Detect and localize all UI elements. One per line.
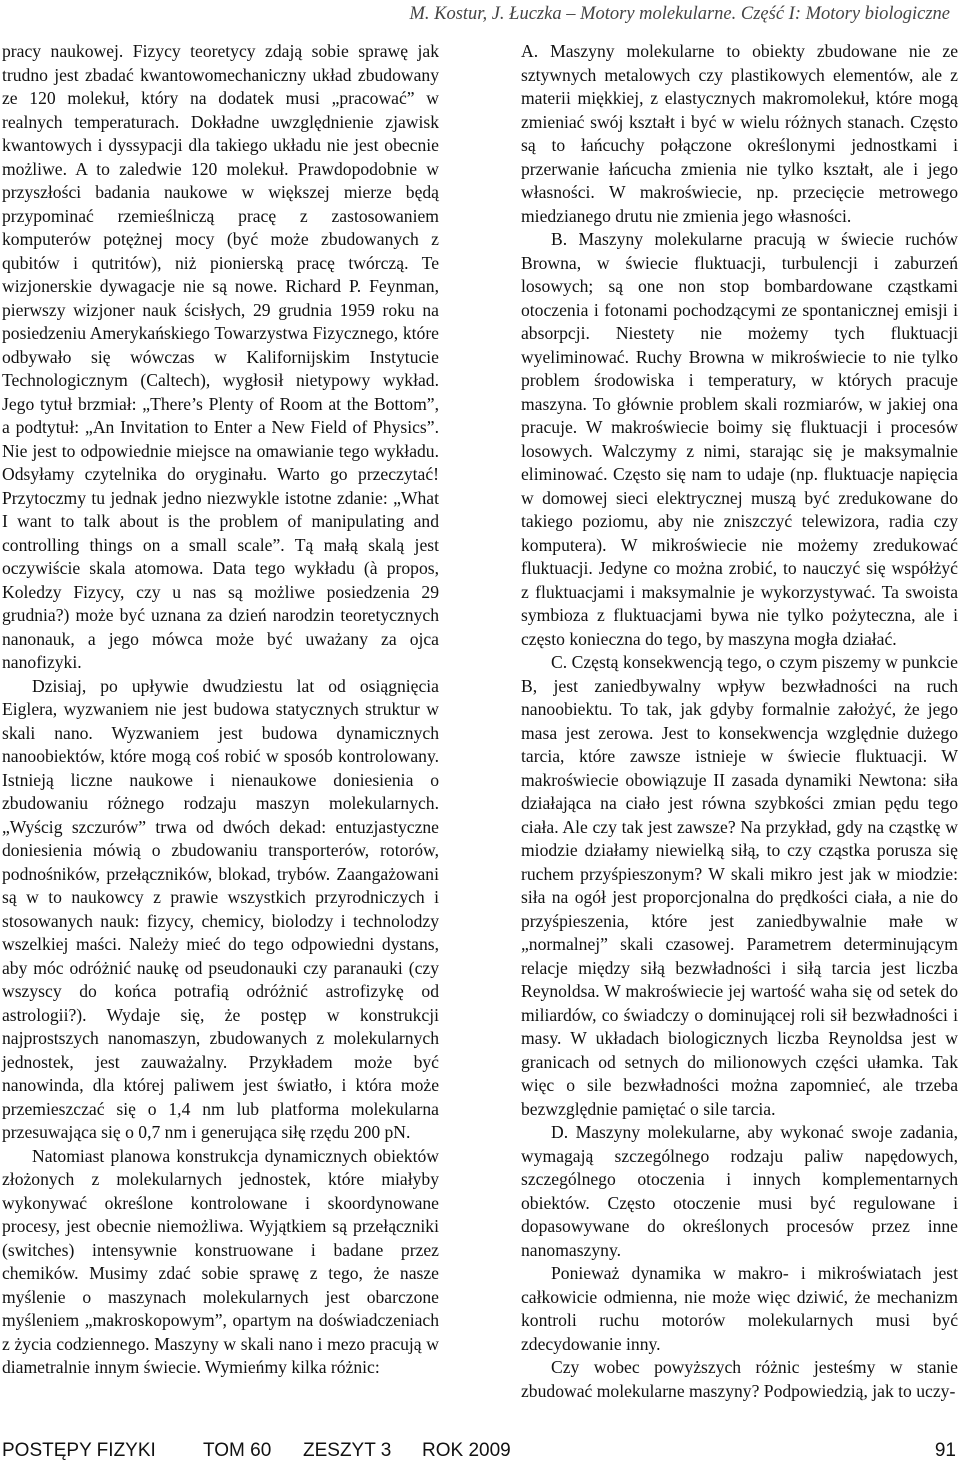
footer-year: ROK 2009 bbox=[422, 1440, 511, 1461]
right-paragraph-d: D. Maszyny molekularne, aby wykonać swoje zadania, wymagają szczególnego rodzaju paliw napędowych, szczególnego otoczenia i innych komplementarnych obiektów. Często otoczenie musi być regulowane i dopasowywane do określonych procesów przez inne nanomaszyny. bbox=[521, 1122, 958, 1260]
right-column bbox=[521, 40, 958, 1403]
page-footer bbox=[0, 1440, 960, 1470]
left-column bbox=[2, 40, 439, 1380]
right-paragraph-5: Ponieważ dynamika w makro- i mikroświatach jest całkowicie odmienna, nie może więc dziwić, że mechanizm kontroli ruchu motorów molekularnych musi być zdecydowanie inny. bbox=[521, 1263, 958, 1354]
footer-page-number: 91 bbox=[934, 1440, 956, 1461]
right-paragraph-6: Czy wobec powyższych różnic jesteśmy w stanie zbudować molekularne maszyny? Podpowiedzią, jak to uczy- bbox=[521, 1357, 958, 1401]
right-paragraph-c: C. Częstą konsekwencją tego, o czym piszemy w punkcie B, jest zaniedbywalny wpływ bezwładności na ruch nanoobiektu. To tak, jak gdyby formalnie założyć, że jego masa jest zerowa. Jest to konsekwencja względnie dużego tarcia, które zawsze istnieje w świecie fluktuacji. W makroświecie obowiązuje II zasada dynamiki Newtona: siła działająca na ciało jest równa szybkości zmian pędu tego ciała. Ale czy tak jest zawsze? Na przykład, gdy na cząstkę w miodzie działamy niewielką siłą, to czy cząstka porusza się ruchem przyśpieszonym? W skali mikro jest jak w miodzie: siła na ogół jest proporcjonalna do prędkości ciała, a nie do przyśpieszenia, które jest zaniedbywalnie małe w „normalnej” skali czasowej. Parametrem determinującym relacje między siłą bezwładności i siłą tarcia jest liczba Reynoldsa. W makroświecie jej wartość waha się od setek do miliardów, co świadczy o dominującej roli sił bezwładności i masy. W układach biologicznych liczba Reynoldsa jest w granicach od setnych do milionowych części ułamka. Tak więc o sile bezwładności można zapomnieć, ale trzeba bezwzględnie pamiętać o sile tarcia. bbox=[521, 652, 958, 1119]
footer-journal-name: POSTĘPY FIZYKI bbox=[2, 1440, 156, 1461]
right-paragraph-a: A. Maszyny molekularne to obiekty zbudowane nie ze sztywnych metalowych czy plastikowych elementów, ale z materii miękkiej, z elastycznych makromolekuł, które mogą zmieniać swój kształt i być w wielu różnych stanach. Często są to łańcuchy połączone określonymi jednostkami i przerwanie łańcucha zmienia nie tylko kształt, ale i jego własności. W makroświecie, np. przecięcie metrowego miedzianego drutu nie zmienia jego własności. bbox=[521, 41, 958, 226]
left-paragraph-2: Dzisiaj, po upływie dwudziestu lat od osiągnięcia Eiglera, wyzwaniem nie jest budowa statycznych struktur w skali nano. Wyzwaniem jest budowa dynamicznych nanoobiektów, które mogą coś robić w sposób kontrolowany. Istnieją liczne naukowe i nienaukowe doniesienia o zbudowaniu różnego rodzaju maszyn molekularnych. „Wyścig szczurów” trwa od dwóch dekad: entuzjastyczne doniesienia mówią o zbudowaniu transporterów, rotorów, podnośników, przełączników, blokad, trybów. Zaangażowani są w to naukowcy z prawie wszystkich przyrodniczych i stosowanych nauk: fizycy, chemicy, biolodzy i technolodzy wszelkiej maści. Należy mieć do tego odpowiedni dystans, aby móc odróżnić naukę od pseudonauki czy paranauki (czy wszyscy do końca potrafią odróżnić astrofizykę od astrologii?). Wydaje się, że postęp w konstrukcji najprostszych nanomaszyn, zbudowanych z molekularnych jednostek, jest zauważalny. Przykładem może być nanowinda, dla której paliwem jest światło, i która może przemieszczać się o 1,4 nm lub platforma molekularna przesuwająca się o 0,7 nm i generująca siłę rzędu 200 pN. bbox=[2, 675, 439, 1142]
running-header: M. Kostur, J. Łuczka – Motory molekularne. Część I: Motory biologiczne bbox=[409, 4, 950, 24]
footer-volume: TOM 60 bbox=[203, 1440, 272, 1461]
left-paragraph-1: pracy naukowej. Fizycy teoretycy zdają sobie sprawę jak trudno jest zbadać kwantowomechaniczny układ zbudowany ze 120 molekuł, który na dodatek musi „pracować” w realnych temperaturach. Dokładne uwzględnienie zjawisk kwantowych i dyssypacji dla takiego układu nie jest obecnie możliwe. A to zaledwie 120 molekuł. Prawdopodobnie w przyszłości badania naukowe w większej mierze będą przypominać rzemieślniczą pracę z zastosowaniem komputerów potężnej mocy (być może zbudowanych z qubitów i qutritów), niż pionierską pracę twórczą. Te wizjonerskie dywagacje nie są nowe. Richard P. Feynman, pierwszy wizjoner nauk ścisłych, 29 grudnia 1959 roku na posiedzeniu Amerykańskiego Towarzystwa Fizycznego, które odbywało się wówczas w Kalifornijskim Instytucie Technologicznym (Caltech), wygłosił nietypowy wykład. Jego tytuł brzmiał: „There’s Plenty of Room at the Bottom”, a podtytuł: „An Invitation to Enter a New Field of Physics”. Nie jest to odpowiednie miejsce na omawianie tego wykładu. Odsyłamy czytelnika do oryginału. Warto go przeczytać! Przytoczmy tu jednak jedno niezwykle istotne zdanie: „What I want to talk about is the problem of manipulating and controlling things on a small scale”. Tą małą skalą jest oczywiście skala atomowa. Data tego wykładu (à propos, Koledzy Fizycy, czy u nas są możliwe posiedzenia 29 grudnia?) może być uznana za dzień narodzin teoretycznych nanonauk, a jego mówca może być uważany za ojca nanofizyki. bbox=[2, 41, 439, 672]
left-paragraph-3: Natomiast planowa konstrukcja dynamicznych obiektów złożonych z molekularnych jednostek, które miałyby wykonywać określone kontrolowane i skoordynowane procesy, jest obecnie niemożliwa. Wyjątkiem są przełączniki (switches) intensywnie konstruowane i badane przez chemików. Musimy zdać sobie sprawę z tego, że nasze myślenie o maszynach molekularnych jest obarczone myśleniem „makroskopowym”, opartym na doświadczeniach z życia codziennego. Maszyny w skali nano i mezo pracują w diametralnie innym świecie. Wymieńmy kilka różnic: bbox=[2, 1145, 439, 1377]
footer-issue: ZESZYT 3 bbox=[303, 1440, 392, 1461]
right-paragraph-b: B. Maszyny molekularne pracują w świecie ruchów Browna, w świecie fluktuacji, turbulencji i zaburzeń losowych; są one non stop bombardowane cząstkami otoczenia i fotonami pochodzącymi ze spontanicznej emisji i absorpcji. Niestety nie możemy tych fluktuacji wyeliminować. Ruchy Browna w mikroświecie to nie tylko problem środowiska i temperatury, w których pracuje maszyna. To głównie problem skali rozmiarów, w jakiej ona pracuje. W makroświecie boimy się fluktuacji i procesów losowych. Walczymy z nimi, starając się je maksymalnie eliminować. Często się nam to udaje (np. fluktuacje napięcia w domowej sieci elektrycznej muszą być zredukowane do takiego poziomu, aby nie zniszczyć telewizora, radia czy komputera). W mikroświecie nie możemy zredukować fluktuacji. Jedyne co można zrobić, to nauczyć się współżyć z fluktuacjami i maksymalnie je wykorzystywać. Ta swoista symbioza z fluktuacjami bywa nie tylko pożyteczna, ale i często konieczna do tego, by maszyna mogła działać. bbox=[521, 229, 958, 649]
